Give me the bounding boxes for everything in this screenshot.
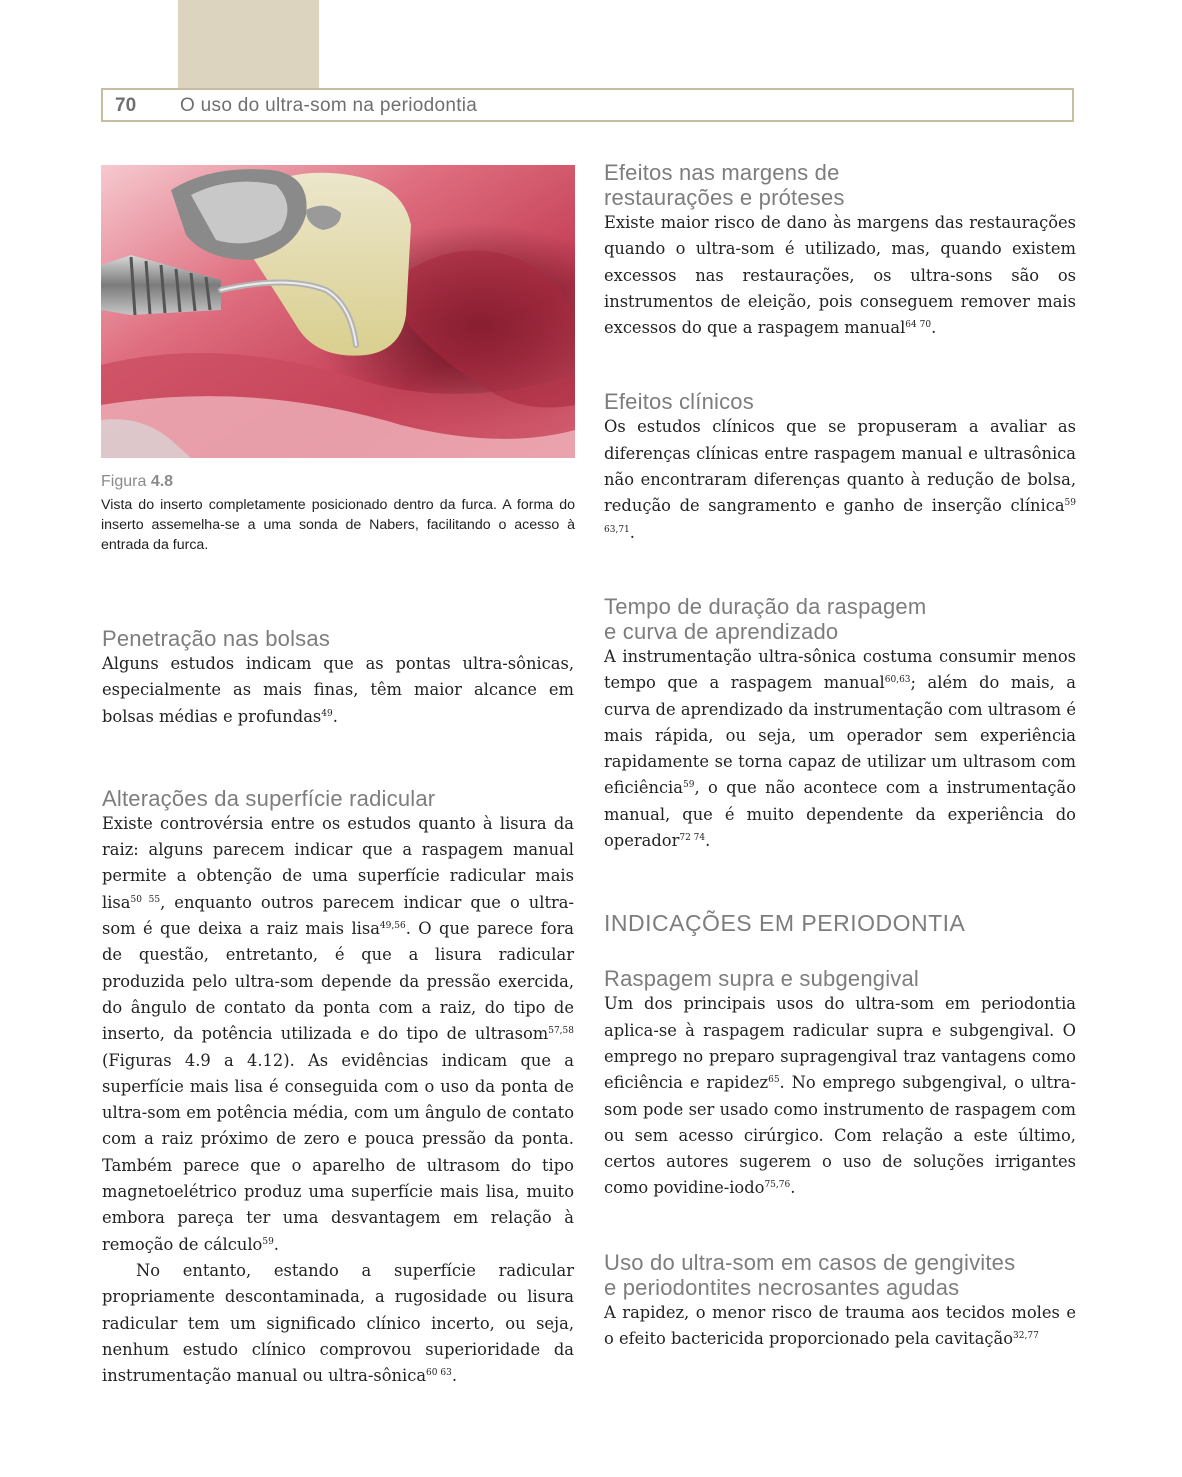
section-body-raspagem: Um dos principais usos do ultra-som em periodontia aplica-se à raspagem radicular supra e subgengival. O emprego no preparo supragengival traz vantagens como eficiência e rapidez$^{65}$. No emprego subgengival, o ultra-som pode ser usado como instrumento de raspagem com ou sem acesso cirúrgico. Com relação a este último, certos autores sugerem o uso de soluções irrigantes como povidine-iodo$^{75,76}$. <box>604 994 1076 1198</box>
section-title-penetracao: Penetração nas bolsas <box>102 626 331 651</box>
header-tab-decoration <box>178 0 319 88</box>
figure-photo <box>101 165 575 458</box>
section-body-alteracoes-2: No entanto, estando a superfície radicular propriamente descontaminada, a rugosidade ou lisura radicular tem um significado clínico incerto, ou seja, nenhum estudo clínico comprovou superioridade da instrumentação manual ou ultra-sônica$^{60 63}$. <box>102 1260 574 1386</box>
section-body-tempo: A instrumentação ultra-sônica costuma consumir menos tempo que a raspagem manual$^{60,63}$; além do mais, a curva de aprendizado da instrumentação com ultrasom é mais rápida, ou seja, um operador sem experiência rapidamente se torna capaz de utilizar um ultrasom com eficiência$^{59}$, o que não acontece com a instrumentação manual, que é muito dependente da experiência do operador$^{72 74}$. <box>604 646 1076 851</box>
section-body-margens: Existe maior risco de dano às margens das restaurações quando o ultra-som é utilizado, mas, quando existem excessos nas restaurações, os ultra-sons são os instrumentos de eleição, pois conseguem remover mais excessos do que a raspagem manual$^{64 70}$. <box>604 213 1076 338</box>
section-body-gengivites: A rapidez, o menor risco de trauma aos tecidos moles e o efeito bactericida proporcionado pela cavitação$^{32,77}$ <box>604 1302 1076 1349</box>
left-column <box>102 626 574 1389</box>
figure-label: Figura 4.8 <box>101 473 174 490</box>
section-title-gengivites: Uso do ultra-som em casos de gengivites e periodontites necrosantes agudas <box>604 1249 1016 1300</box>
section-title-alteracoes: Alterações da superfície radicular <box>102 785 436 811</box>
running-title: O uso do ultra-som na periodontia <box>180 95 478 116</box>
section-title-tempo: Tempo de duração da raspagem e curva de aprendizado <box>604 593 927 644</box>
figure-caption <box>101 473 575 555</box>
figure-caption-text: Vista do inserto completamente posicionado dentro da furca. A forma do inserto assemelha-se a uma sonda de Nabers, facilitando o acesso à entrada da furca. <box>101 497 575 553</box>
right-column <box>604 160 1076 1352</box>
section-title-raspagem: Raspagem supra e subgengival <box>604 966 920 992</box>
section-body-penetracao: Alguns estudos indicam que as pontas ultra-sônicas, especialmente as mais finas, têm maior alcance em bolsas médias e profundas$^{49}$. <box>102 654 574 726</box>
section-title-margens: Efeitos nas margens de restaurações e próteses <box>604 160 845 210</box>
page-number: 70 <box>115 95 137 116</box>
section-body-efeitos-clinicos: Os estudos clínicos que se propuseram a avaliar as diferenças clínicas entre raspagem manual e ultrasônica não encontraram diferenças quanto à redução de bolsa, redução de sangramento e ganho de inserção clínica$^{59 63,71}$. <box>604 417 1076 542</box>
chapter-section-title: INDICAÇÕES EM PERIODONTIA <box>604 910 966 937</box>
section-title-efeitos-clinicos: Efeitos clínicos <box>604 389 754 415</box>
section-body-alteracoes: Existe controvérsia entre os estudos quanto à lisura da raiz: alguns parecem indicar que a raspagem manual permite a obtenção de uma superfície radicular mais lisa$^{50 55}$, enquanto outros parecem indicar que o ultra-som é que deixa a raiz mais lisa$^{49,56}$. O que parece fora de questão, entretanto, é que a lisura radicular produzida pelo ultra-som depende da pressão exercida, do ângulo de contato da ponta com a raiz, do tipo de inserto, da potência utilizada e do tipo de ultrasom$^{57,58}$ (Figuras 4.9 a 4.12). As evidências indicam que a superfície mais lisa é conseguida com o uso da ponta de ultra-som em potência média, com um ângulo de contato com a raiz próximo de zero e pouca pressão da ponta. Também parece que o aparelho de ultrasom do tipo magnetoelétrico produz uma superfície mais lisa, muito embora pareça ter uma desvantagem em relação à remoção de cálculo$^{59}$. <box>102 813 575 1254</box>
running-header <box>101 88 1074 122</box>
